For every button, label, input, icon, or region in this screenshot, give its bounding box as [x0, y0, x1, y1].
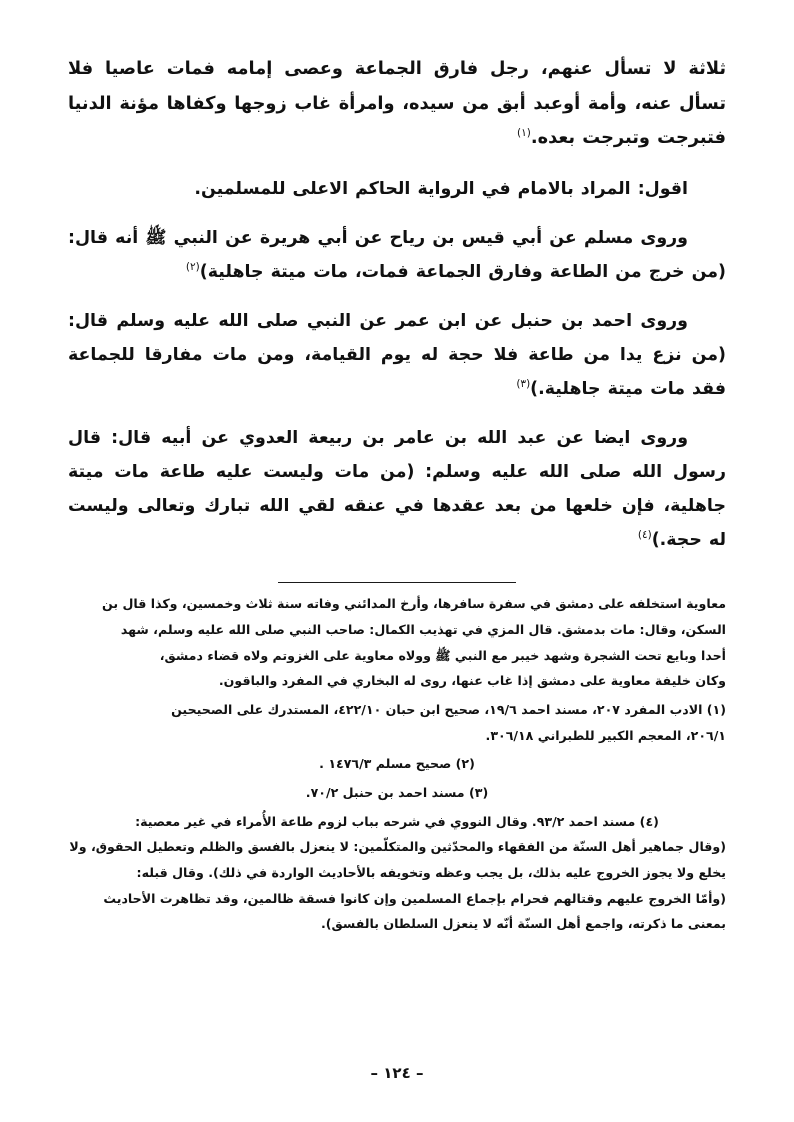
paragraph-text: وروى ايضا عن عبد الله بن عامر بن ربيعة العدوي عن أبيه قال: قال رسول الله صلى الله عليه وسلم: (من مات وليست عليه طاعة مات ميتة جاهلية، فإن خلعها من بعد عقدها في عنقه لقي الله تبارك وتعالى وليست له حجة.) [68, 427, 726, 550]
footnote-item-2 [68, 753, 726, 776]
paragraph-gap [68, 214, 726, 222]
paragraph-text: وروى مسلم عن أبي قيس بن رياح عن أبي هريرة عن النبي ﷺ أنه قال: (من خرج من الطاعة وفارق الجماعة فمات، مات ميتة جاهلية) [68, 228, 726, 282]
footnote-line: (٤) مسند احمد ٩٣/٢. وقال النووي في شرحه بباب لزوم طاعة الأُمراء في غير معصية: [135, 813, 659, 829]
paragraph-text: اقول: المراد بالامام في الرواية الحاكم الاعلى للمسلمين. [194, 179, 688, 200]
footnote-line: (١) الادب المفرد ٢٠٧، مسند احمد ١٩/٦، صحيح ابن حبان ٤٢٢/١٠، المستدرك على الصحيحين [171, 702, 726, 718]
footnote-ref-4: (٤) [637, 528, 652, 541]
footnote-ref-2: (٢) [185, 261, 200, 274]
footnote-line: (٢) صحيح مسلم ١٤٧٦/٣ . [319, 756, 475, 772]
footnote-item-4 [68, 811, 726, 936]
footnote-line: يخلع ولا يجوز الخروج عليه بذلك، بل يجب وعظه وتخويفه بالأحاديث الواردة في ذلك). وقال قبله: [136, 865, 726, 881]
paragraph-gap [68, 414, 726, 422]
footnote-line: (وأمّا الخروج عليهم وقتالهم فحرام بإجماع المسلمين وإن كانوا فسقة ظالمين، وقد تظاهرت الأحاديث [103, 890, 726, 906]
paragraph-riwayat-ahmad-hanbal [68, 305, 726, 407]
paragraph-riwayat-abdullah-amir [68, 422, 726, 558]
paragraph-aqoul [68, 173, 726, 207]
footnote-line: بمعنى ما ذكرته، واجمع أهل السنّة أنّه لا ينعزل السلطان بالفسق). [320, 916, 726, 932]
footnote-line: ٢٠٦/١، المعجم الكبير للطبراني ٣٠٦/١٨. [485, 727, 726, 743]
footnote-ref-1: (١) [516, 127, 531, 140]
footnote-separator-rule [278, 582, 516, 583]
footnote-line: أحدا وبايع تحت الشجرة وشهد خيبر مع النبي ﷺ وولاه معاوية على الغزوتم ولاه قضاء دمشق، [159, 647, 726, 663]
footnote-item-3 [68, 782, 726, 805]
footnote-line: معاوية استخلفه على دمشق في سفرة سافرها، وأرخ المدائني وفاته سنة ثلاث وخمسين، وكذا قال بن [102, 596, 726, 612]
footnote-line: السكن، وقال: مات بدمشق. قال المزي في تهذيب الكمال: صاحب النبي صلى الله عليه وسلم، شهد [120, 622, 726, 638]
main-text-body [68, 52, 726, 564]
footnote-line: (٣) مسند احمد بن حنبل ٧٠/٢. [305, 785, 489, 801]
paragraph-text: ثلاثة لا تسأل عنهم، رجل فارق الجماعة وعصى إمامه فمات عاصيا فلا تسأل عنه، وأمة أوعبد أبق من سيده، وامرأة غاب زوجها وكفاها مؤنة الدنيا فتبرجت وتبرجت بعده. [68, 58, 726, 149]
footnote-ref-3: (٣) [516, 378, 531, 390]
footnote-line: (وقال جماهير أهل السنّة من الفقهاء والمحدّثين والمتكلّمين: لا ينعزل بالفسق والظلم وتعطيل الحقوق، ولا [69, 839, 726, 855]
page-number: – ١٢٤ – [370, 1064, 424, 1082]
paragraph-gap [68, 163, 726, 173]
footnote-line: وكان خليفة معاوية على دمشق إذا غاب عنها، روى له البخاري في المفرد والباقون. [218, 673, 726, 689]
paragraph-text: وروى احمد بن حنبل عن ابن عمر عن النبي صلى الله عليه وسلم قال: (من نزع يدا من طاعة فلا حجة له يوم القيامة، ومن مات مفارقا للجماعة فقد مات ميتة جاهلية.) [68, 310, 726, 399]
footnote-continuation-block [68, 593, 726, 693]
paragraph-riwayat-muslim [68, 222, 726, 290]
paragraph-hadith-thalatha [68, 52, 726, 156]
footnote-item-1 [68, 699, 726, 747]
footnotes-area [68, 593, 726, 942]
paragraph-gap [68, 297, 726, 305]
